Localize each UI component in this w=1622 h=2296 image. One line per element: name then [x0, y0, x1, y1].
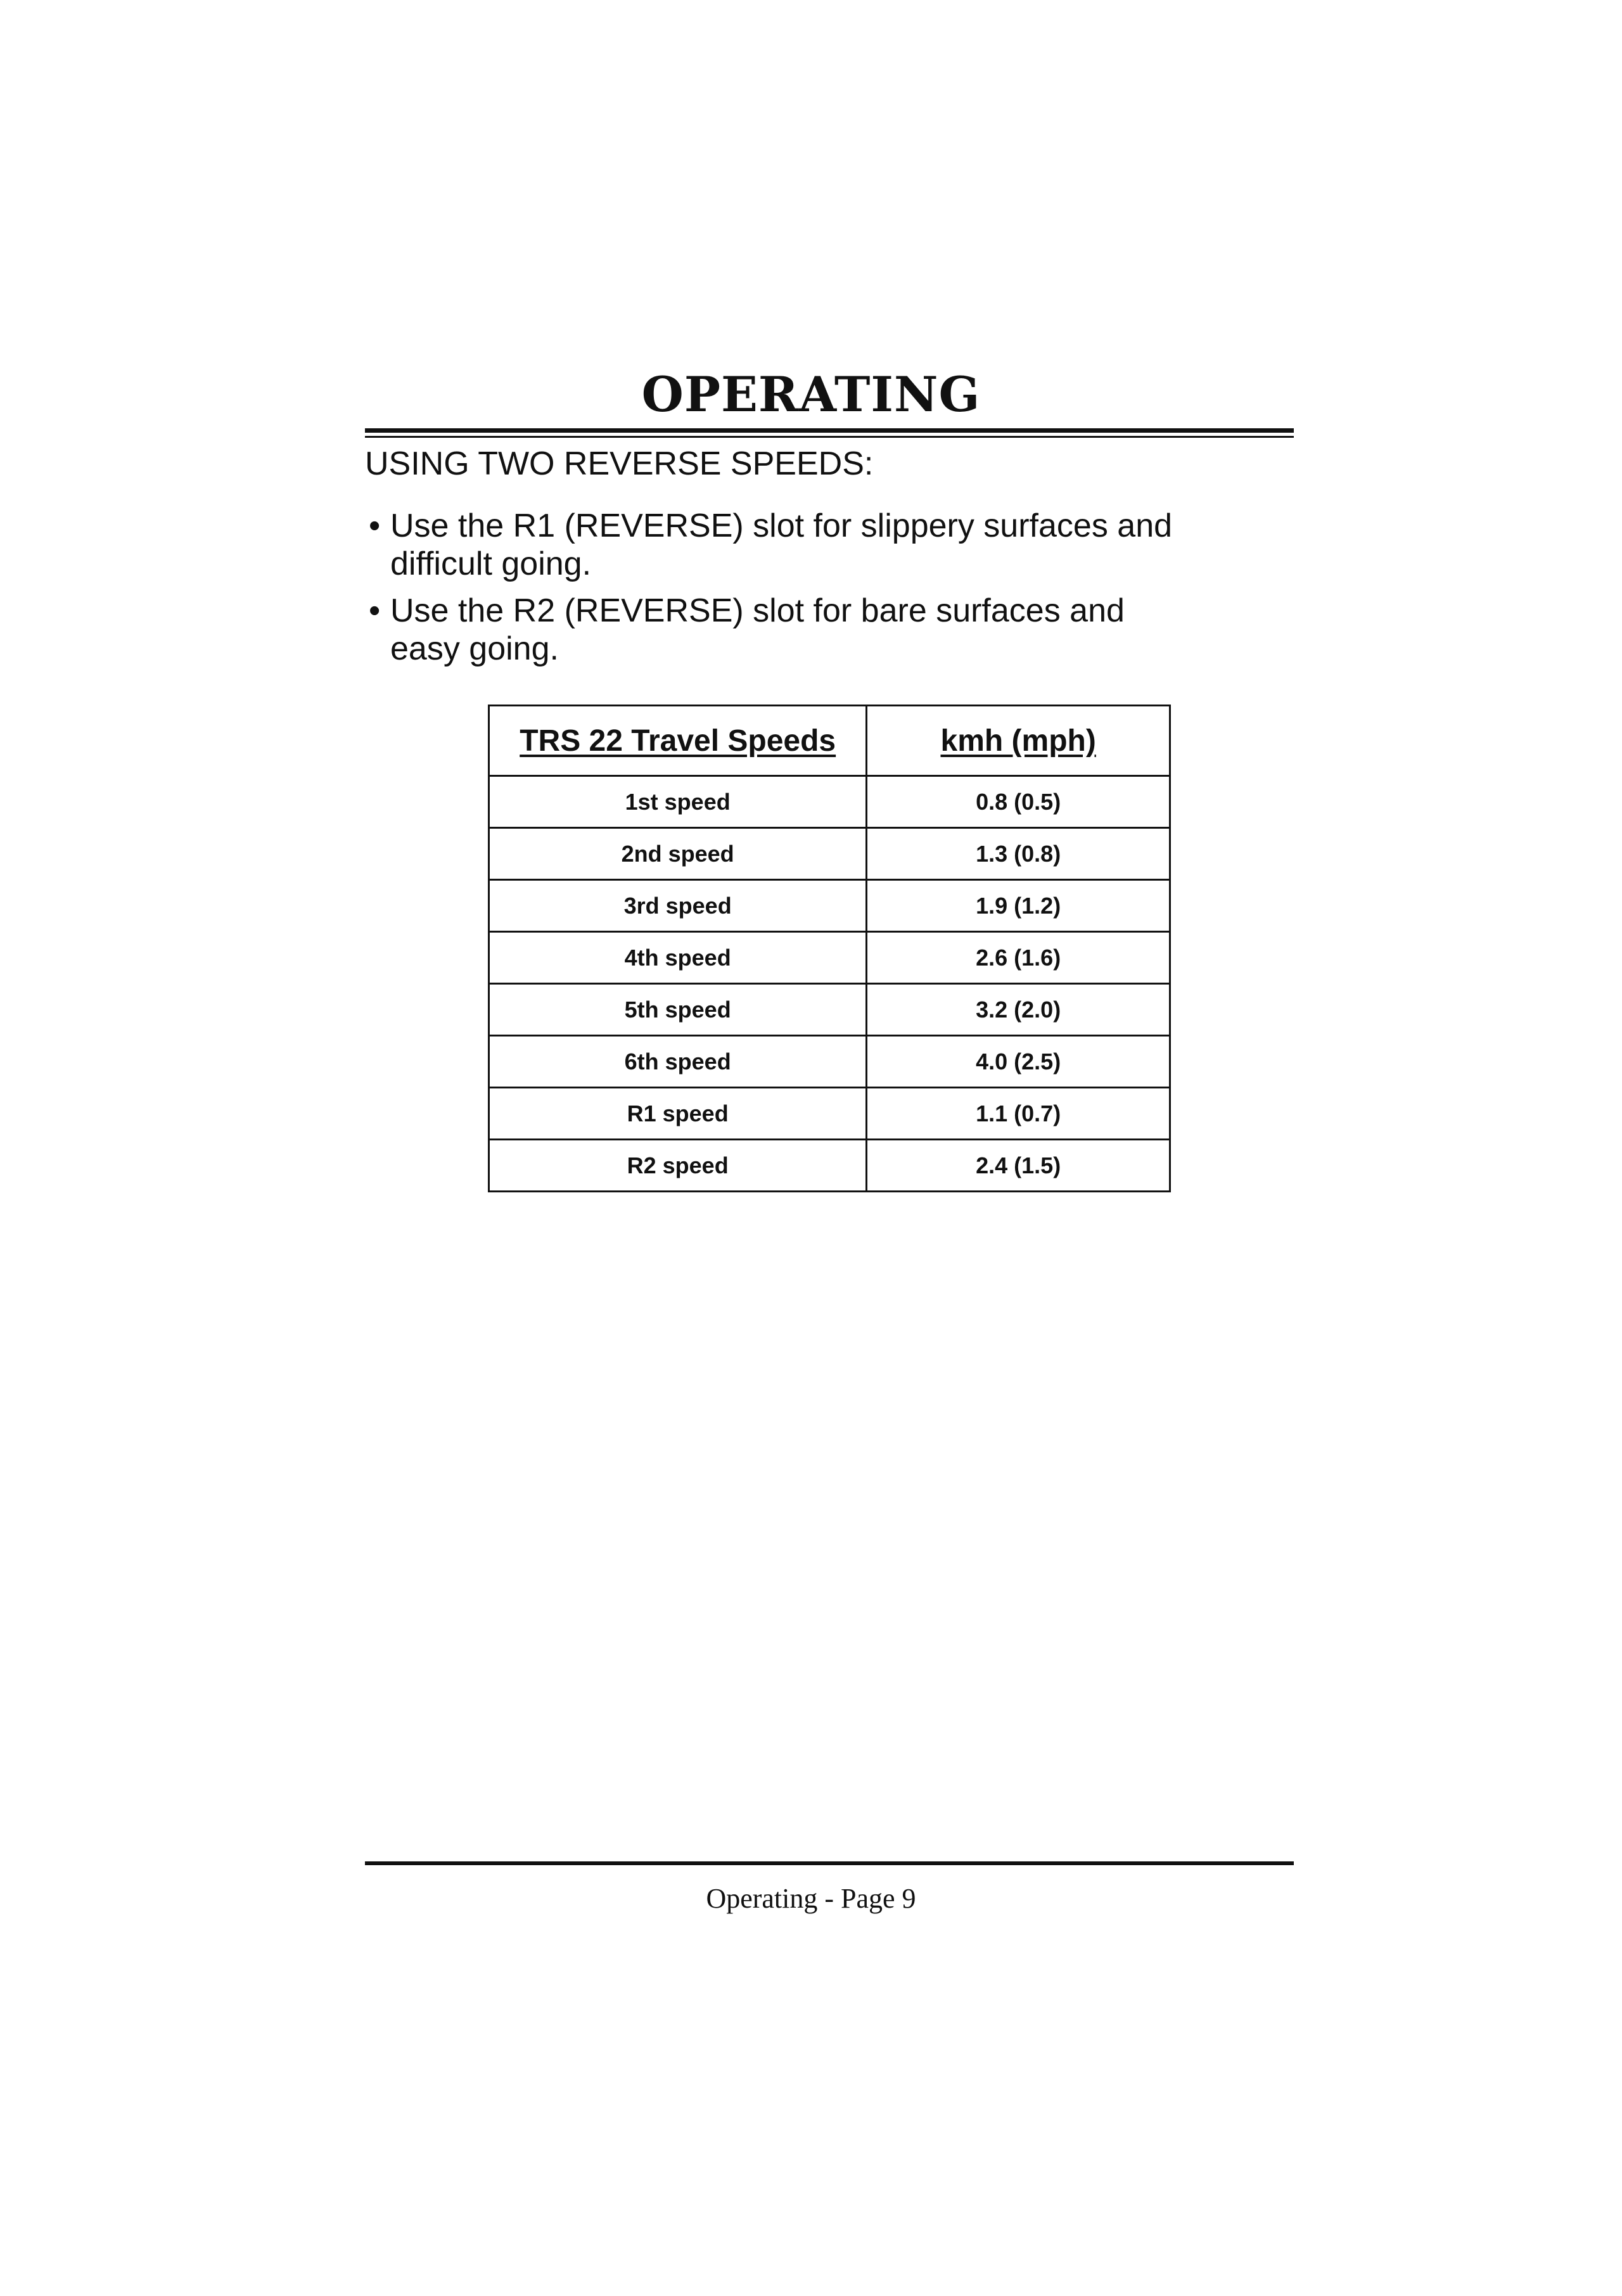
- bullet-list: [369, 507, 1192, 677]
- speed-label: 5th speed: [489, 984, 867, 1036]
- bullet-dot: •: [369, 592, 381, 629]
- speed-label: 1st speed: [489, 776, 867, 828]
- page-title: OPERATING: [641, 366, 981, 423]
- list-item: [369, 507, 1192, 583]
- bullet-text: Use the R2 (REVERSE) slot for bare surfaces and easy going.: [390, 592, 1125, 667]
- title-rule-thick: [365, 428, 1294, 433]
- footer-rule: [365, 1861, 1294, 1865]
- table-row: [489, 828, 1170, 880]
- table-row: [489, 1140, 1170, 1192]
- table-row: [489, 932, 1170, 984]
- speed-label: 4th speed: [489, 932, 867, 984]
- title-rule-thin: [365, 436, 1294, 438]
- column-header-kmh-mph: kmh (mph): [867, 706, 1170, 776]
- table-row: [489, 1088, 1170, 1140]
- list-item: [369, 592, 1192, 668]
- column-header-speed: TRS 22 Travel Speeds: [489, 706, 867, 776]
- speed-value: 2.4 (1.5): [867, 1140, 1170, 1192]
- table-row: [489, 984, 1170, 1036]
- bullet-dot: •: [369, 507, 381, 544]
- page-footer: Operating - Page 9: [706, 1883, 916, 1914]
- table-header-row: [489, 706, 1170, 776]
- speed-value: 1.1 (0.7): [867, 1088, 1170, 1140]
- bullet-text: Use the R1 (REVERSE) slot for slippery surfaces and difficult going.: [390, 507, 1173, 582]
- speed-label: 6th speed: [489, 1036, 867, 1088]
- speed-value: 2.6 (1.6): [867, 932, 1170, 984]
- table-row: [489, 1036, 1170, 1088]
- speed-value: 1.3 (0.8): [867, 828, 1170, 880]
- speed-value: 1.9 (1.2): [867, 880, 1170, 932]
- travel-speeds-table: [488, 705, 1171, 1192]
- speed-value: 3.2 (2.0): [867, 984, 1170, 1036]
- table-row: [489, 776, 1170, 828]
- speed-label: R2 speed: [489, 1140, 867, 1192]
- speed-label: 3rd speed: [489, 880, 867, 932]
- section-heading: USING TWO REVERSE SPEEDS:: [365, 445, 874, 482]
- table-row: [489, 880, 1170, 932]
- speed-label: R1 speed: [489, 1088, 867, 1140]
- speed-value: 0.8 (0.5): [867, 776, 1170, 828]
- speed-label: 2nd speed: [489, 828, 867, 880]
- speed-value: 4.0 (2.5): [867, 1036, 1170, 1088]
